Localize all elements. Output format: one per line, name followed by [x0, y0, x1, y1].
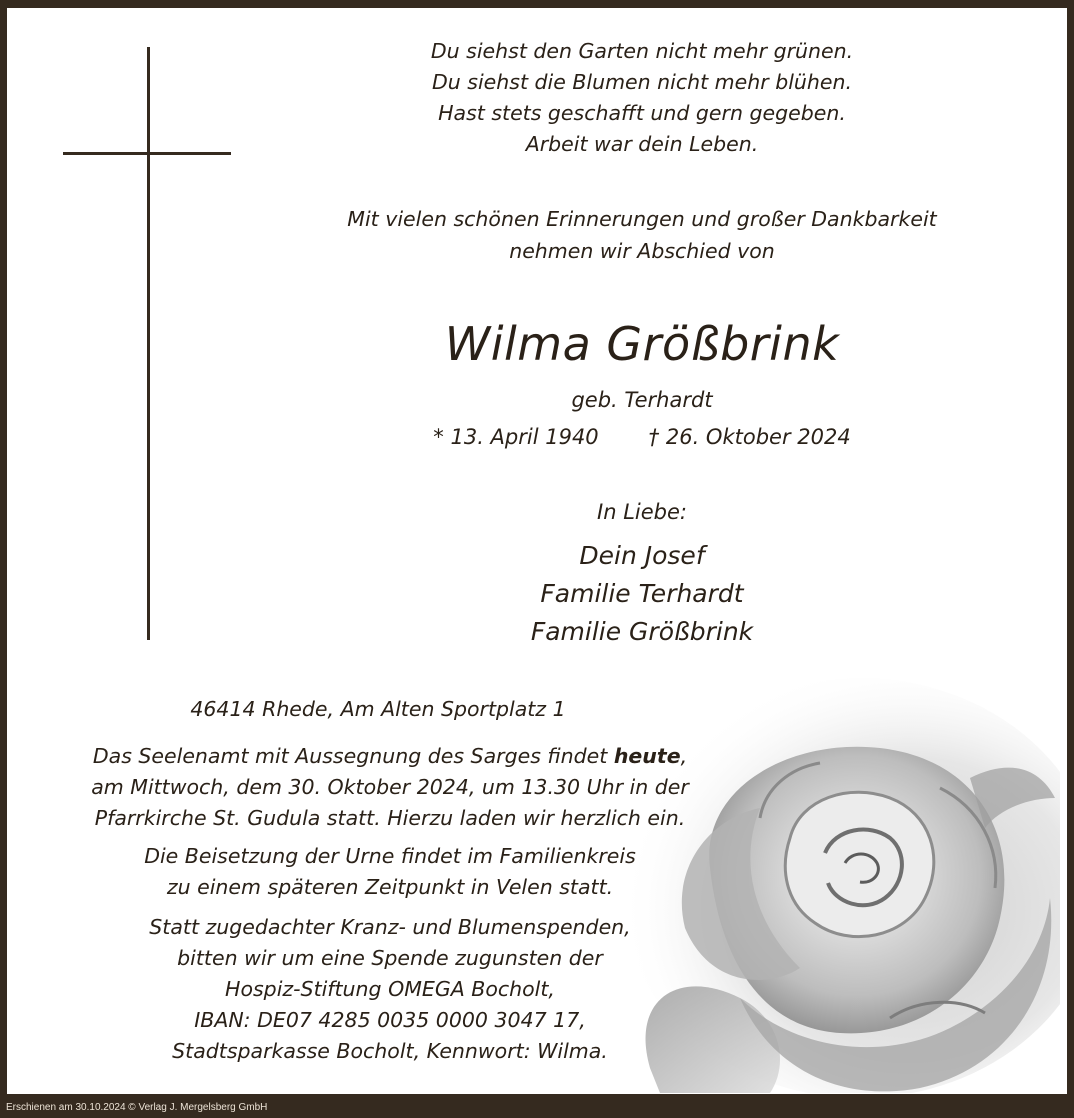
mass-line: am Mittwoch, dem 30. Oktober 2024, um 13.30 Uhr in der — [91, 775, 689, 799]
urn-notice — [40, 841, 740, 903]
donation-line: Hospiz-Stiftung OMEGA Bocholt, — [225, 977, 555, 1001]
urn-line: zu einem späteren Zeitpunkt in Velen statt. — [166, 875, 614, 899]
publication-footer: Erschienen am 30.10.2024 © Verlag J. Mergelsberg GmbH — [6, 1102, 268, 1113]
birth-name: geb. Terhardt — [571, 388, 713, 412]
cross-icon-bar — [63, 152, 231, 155]
poem-line: Du siehst die Blumen nicht mehr blühen. — [431, 70, 853, 94]
deceased-name: Wilma Größbrink — [444, 317, 840, 371]
poem-line: Du siehst den Garten nicht mehr grünen. — [430, 39, 854, 63]
poem-line: Hast stets geschafft und gern gegeben. — [438, 101, 846, 125]
mourner-name: Dein Josef — [579, 541, 705, 570]
donation-line: bitten wir um eine Spende zugunsten der — [177, 946, 603, 970]
intro-line: Mit vielen schönen Erinnerungen und großer Dankbarkeit — [347, 207, 937, 231]
urn-line: Die Beisetzung der Urne findet im Familienkreis — [144, 844, 636, 868]
donation-line: IBAN: DE07 4285 0035 0000 3047 17, — [194, 1008, 586, 1032]
donation-line: Statt zugedachter Kranz- und Blumenspenden, — [149, 915, 631, 939]
poem — [340, 36, 944, 160]
donation-notice — [40, 912, 740, 1067]
mourners-heading: In Liebe: — [597, 500, 687, 524]
family-address: 46414 Rhede, Am Alten Sportplatz 1 — [190, 697, 566, 721]
mass-notice — [40, 741, 740, 834]
mass-line: Das Seelenamt mit Aussegnung des Sarges findet heute, — [92, 744, 688, 768]
intro-text — [340, 203, 944, 267]
life-dates — [340, 422, 944, 452]
birth-date: * 13. April 1940 — [433, 425, 599, 449]
mourners-list — [340, 537, 944, 651]
death-date: † 26. Oktober 2024 — [648, 425, 851, 449]
mourner-name: Familie Größbrink — [530, 617, 754, 646]
donation-line: Stadtsparkasse Bocholt, Kennwort: Wilma. — [172, 1039, 608, 1063]
mass-line: Pfarrkirche St. Gudula statt. Hierzu laden wir herzlich ein. — [94, 806, 686, 830]
intro-line: nehmen wir Abschied von — [509, 239, 775, 263]
cross-icon — [147, 47, 150, 640]
poem-line: Arbeit war dein Leben. — [525, 132, 759, 156]
today-emphasis: heute — [613, 744, 681, 768]
mourner-name: Familie Terhardt — [540, 579, 744, 608]
